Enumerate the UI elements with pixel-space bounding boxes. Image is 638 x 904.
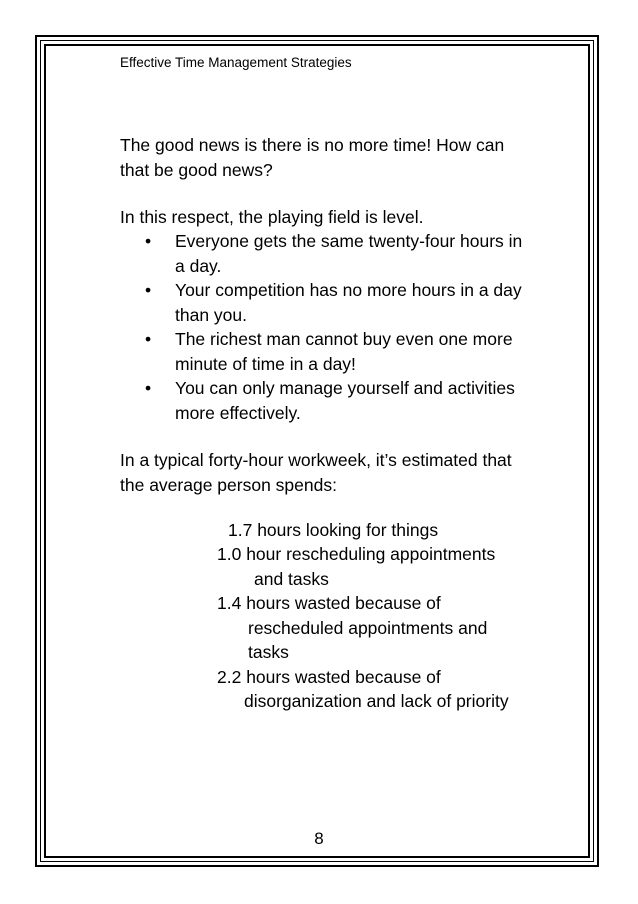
page-number: 8 [314, 829, 324, 848]
bullet-icon: • [145, 231, 152, 251]
paragraph-playing-field: In this respect, the playing field is level. [120, 207, 424, 227]
paragraph-line: In a typical forty-hour workweek, it’s estimated that [120, 450, 512, 470]
stat-line: tasks [248, 642, 289, 662]
stat-line: 1.0 hour rescheduling appointments [217, 544, 496, 564]
list-item [120, 278, 522, 327]
paragraph-line: the average person spends: [120, 474, 337, 495]
paragraph-line: that be good news? [120, 159, 273, 180]
stat-line: 2.2 hours wasted because of [217, 667, 441, 687]
stat-line: and tasks [254, 569, 329, 589]
bullet-icon: • [145, 329, 152, 349]
running-header: Effective Time Management Strategies [120, 55, 352, 70]
stat-line: rescheduled appointments and [248, 618, 488, 638]
bullet-icon: • [145, 280, 152, 300]
list-item-text: You can only manage yourself and activities [175, 378, 515, 398]
list-item-text: The richest man cannot buy even one more [175, 329, 513, 349]
paragraph-good-news [120, 133, 504, 182]
stat-line: 1.7 hours looking for things [228, 520, 439, 540]
list-item [120, 376, 522, 425]
list-item-text: more effectively. [175, 402, 301, 423]
list-item-text: Your competition has no more hours in a day [175, 280, 522, 300]
list-item-text: minute of time in a day! [175, 353, 356, 374]
stat-line: 1.4 hours wasted because of [217, 593, 441, 613]
stat-line: disorganization and lack of priority [244, 691, 509, 711]
list-item-text: a day. [175, 255, 222, 276]
paragraph-line: The good news is there is no more time! How can [120, 135, 505, 155]
list-item [120, 229, 522, 278]
list-item-text: than you. [175, 304, 247, 325]
list-item-text: Everyone gets the same twenty-four hours in [175, 231, 523, 251]
list-item [120, 327, 522, 376]
paragraph-workweek [120, 448, 512, 497]
bullet-list [120, 229, 522, 425]
bullet-icon: • [145, 378, 152, 398]
